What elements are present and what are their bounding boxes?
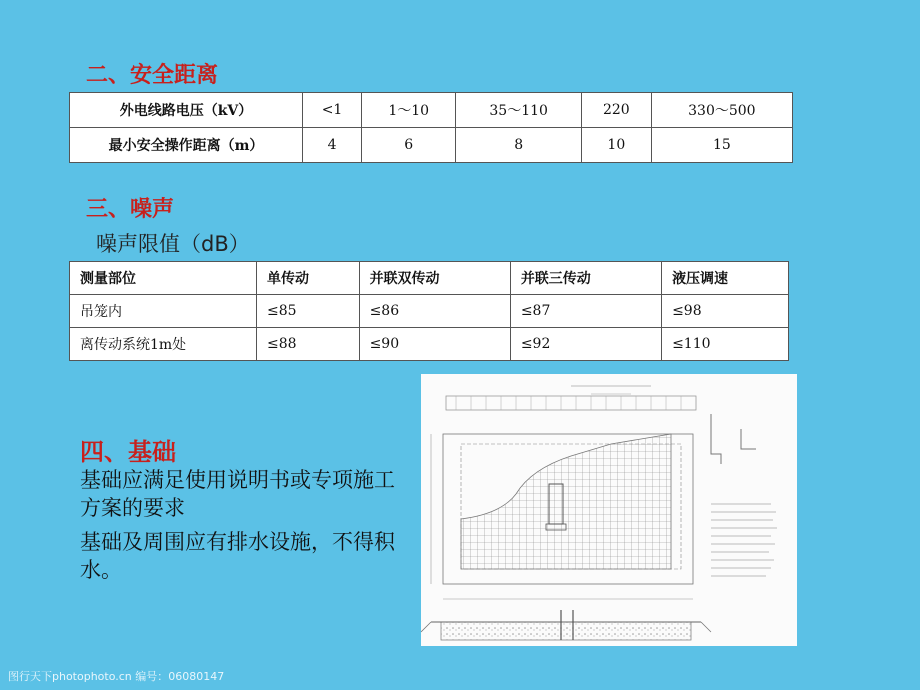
table-cell: 4 (303, 128, 362, 163)
noise-limit-table (69, 261, 789, 361)
table-cell: 8 (456, 128, 582, 163)
table-header-row (70, 262, 789, 295)
noise-subtitle: 噪声限值（dB） (96, 232, 250, 256)
foundation-paragraph-2: 基础及周围应有排水设施，不得积水。 (80, 530, 395, 582)
watermark-text: 图行天下photophoto.cn 编号：06080147 (8, 670, 225, 683)
table-cell: 10 (581, 128, 651, 163)
table-header-cell: 单传动 (257, 262, 360, 295)
table-header-cell: 测量部位 (70, 262, 257, 295)
table-cell: ≤98 (662, 295, 789, 328)
table-header-cell: 液压调速 (662, 262, 789, 295)
table-cell: ≤86 (359, 295, 510, 328)
table-cell: ≤110 (662, 328, 789, 361)
table-cell: ≤90 (359, 328, 510, 361)
table-cell: 15 (651, 128, 792, 163)
table-row (70, 128, 793, 163)
table-cell: 6 (362, 128, 456, 163)
table-cell: 最小安全操作距离（m） (70, 128, 303, 163)
table-row (70, 328, 789, 361)
table-cell: ≤87 (510, 295, 661, 328)
safety-distance-heading: 二、安全距离 (86, 63, 219, 88)
table-cell: 220 (581, 93, 651, 128)
table-cell: 1～10 (362, 93, 456, 128)
table-cell: 外电线路电压（kV） (70, 93, 303, 128)
foundation-drawing-image (421, 374, 797, 646)
table-cell: ≤85 (257, 295, 360, 328)
table-cell: ≤92 (510, 328, 661, 361)
table-header-cell: 并联双传动 (359, 262, 510, 295)
noise-heading: 三、噪声 (86, 197, 175, 222)
table-cell: 吊笼内 (70, 295, 257, 328)
safety-distance-table (69, 92, 793, 163)
foundation-paragraph-1: 基础应满足使用说明书或专项施工方案的要求 (80, 468, 395, 520)
table-header-cell: 并联三传动 (510, 262, 661, 295)
table-row (70, 295, 789, 328)
foundation-drawing-svg (421, 374, 797, 646)
table-cell: 离传动系统1m处 (70, 328, 257, 361)
table-row (70, 93, 793, 128)
foundation-heading: 四、基础 (80, 438, 176, 466)
table-cell: <1 (303, 93, 362, 128)
table-cell: 330～500 (651, 93, 792, 128)
table-cell: 35～110 (456, 93, 582, 128)
table-cell: ≤88 (257, 328, 360, 361)
